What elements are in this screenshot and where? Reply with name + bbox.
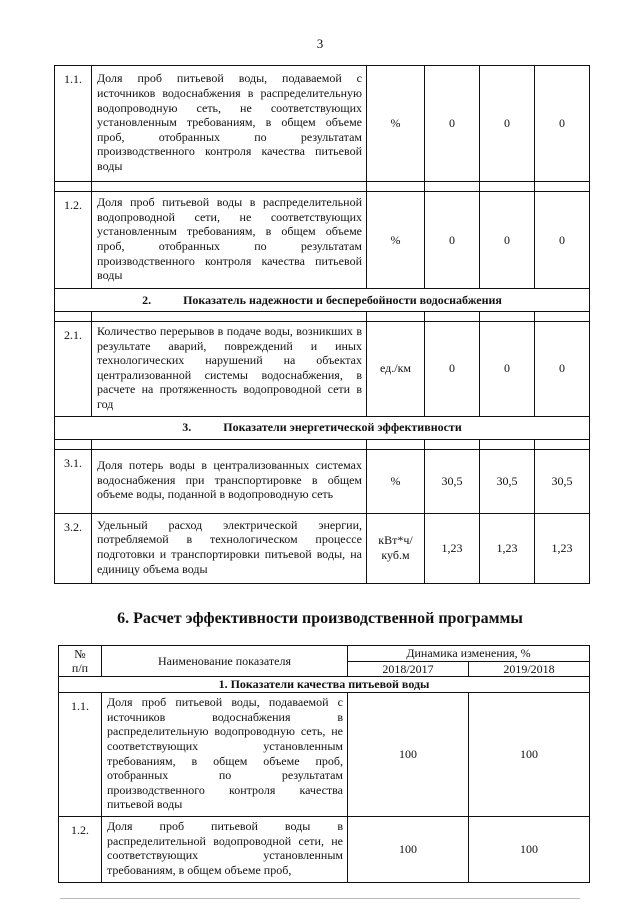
section-number: 3. xyxy=(182,420,192,435)
row-value: 30,5 xyxy=(480,449,535,513)
table-row xyxy=(59,693,590,817)
section-title: Показатели энергетической эффективности xyxy=(223,420,462,435)
row-value: 0 xyxy=(425,192,480,289)
row-value: 0 xyxy=(535,66,590,182)
row-value: 0 xyxy=(535,322,590,417)
row-unit xyxy=(367,513,425,583)
row-description: Доля проб питьевой воды, подаваемой с источников водоснабжения в распределительную водопроводную сеть, не соответствующих установленным требованиям, в общем объеме проб, отобранных по результатам производственного контроля качества питьевой воды xyxy=(92,66,367,182)
row-number: 1.1. xyxy=(59,693,102,817)
col-header-number xyxy=(59,646,102,677)
section-number: 2. xyxy=(142,292,152,307)
section-heading-6: 6. Расчет эффективности производственной программы xyxy=(117,610,523,627)
row-value: 1,23 xyxy=(425,513,480,583)
table-row xyxy=(55,66,590,182)
row-value: 100 xyxy=(348,693,469,817)
col-header-name: Наименование показателя xyxy=(102,646,348,677)
row-number: 1.2. xyxy=(59,816,102,882)
page-number: 3 xyxy=(316,36,324,51)
row-value: 1,23 xyxy=(535,513,590,583)
row-number: 1.1. xyxy=(55,66,92,182)
page-edge-line xyxy=(60,898,580,899)
indicators-table xyxy=(54,65,590,584)
section-title: Показатель надежности и бесперебойности водоснабжения xyxy=(183,292,502,307)
table-row xyxy=(59,816,590,882)
row-unit: % xyxy=(367,66,425,182)
row-description: Доля проб питьевой воды, подаваемой с источников водоснабжения в распределительную водопроводную сеть, не соответствующих установленным требованиям, в общем объеме проб, отобранных по результатам производственного контроля качества питьевой воды xyxy=(102,693,348,817)
row-number: 3.1. xyxy=(55,449,92,513)
row-description: Доля потерь воды в централизованных системах водоснабжения при транспортировке в общем объеме воды, поданной в водопроводную сеть xyxy=(92,449,367,513)
header-line: п/п xyxy=(71,661,89,676)
unit-line: куб.м xyxy=(381,548,410,563)
unit-line: кВт*ч/ xyxy=(378,533,413,548)
section-heading: 1. Показатели качества питьевой воды xyxy=(59,677,590,693)
row-description: Доля проб питьевой воды в распределительной водопроводной сети, не соответствующих установленным требованиям, в общем объеме проб, xyxy=(102,816,348,882)
efficiency-table xyxy=(58,645,590,883)
row-description: Количество перерывов в подаче воды, возникших в результате аварий, повреждений и иных технологических нарушений на объектах централизованной системы водоснабжения, в расчете на протяженность водопроводной сети в год xyxy=(92,322,367,417)
col-header-year: 2019/2018 xyxy=(469,661,590,677)
row-value: 0 xyxy=(480,192,535,289)
row-value: 0 xyxy=(480,322,535,417)
header-line: № xyxy=(74,646,86,661)
table-row xyxy=(55,192,590,289)
row-value: 1,23 xyxy=(480,513,535,583)
col-header-dynamics: Динамика изменения, % xyxy=(348,646,590,662)
table-row xyxy=(55,513,590,583)
row-value: 0 xyxy=(480,66,535,182)
table-row xyxy=(55,322,590,417)
section-heading xyxy=(55,289,590,312)
row-unit: % xyxy=(367,192,425,289)
row-value: 0 xyxy=(425,322,480,417)
row-value: 100 xyxy=(348,816,469,882)
row-value: 100 xyxy=(469,693,590,817)
row-number: 3.2. xyxy=(55,513,92,583)
row-description: Удельный расход электрической энергии, потребляемой в технологическом процессе подготовки и транспортировки питьевой воды, на единицу объема воды xyxy=(92,513,367,583)
section-heading xyxy=(55,416,590,439)
row-value: 30,5 xyxy=(535,449,590,513)
row-value: 30,5 xyxy=(425,449,480,513)
row-unit: % xyxy=(367,449,425,513)
row-unit: ед./км xyxy=(367,322,425,417)
row-value: 0 xyxy=(535,192,590,289)
col-header-year: 2018/2017 xyxy=(348,661,469,677)
table-row xyxy=(55,449,590,513)
row-description: Доля проб питьевой воды в распределительной водопроводной сети, не соответствующих установленным требованиям, в общем объеме проб, отобранных по результатам производственного контроля качества питьевой воды xyxy=(92,192,367,289)
row-value: 0 xyxy=(425,66,480,182)
row-number: 1.2. xyxy=(55,192,92,289)
row-value: 100 xyxy=(469,816,590,882)
row-number: 2.1. xyxy=(55,322,92,417)
